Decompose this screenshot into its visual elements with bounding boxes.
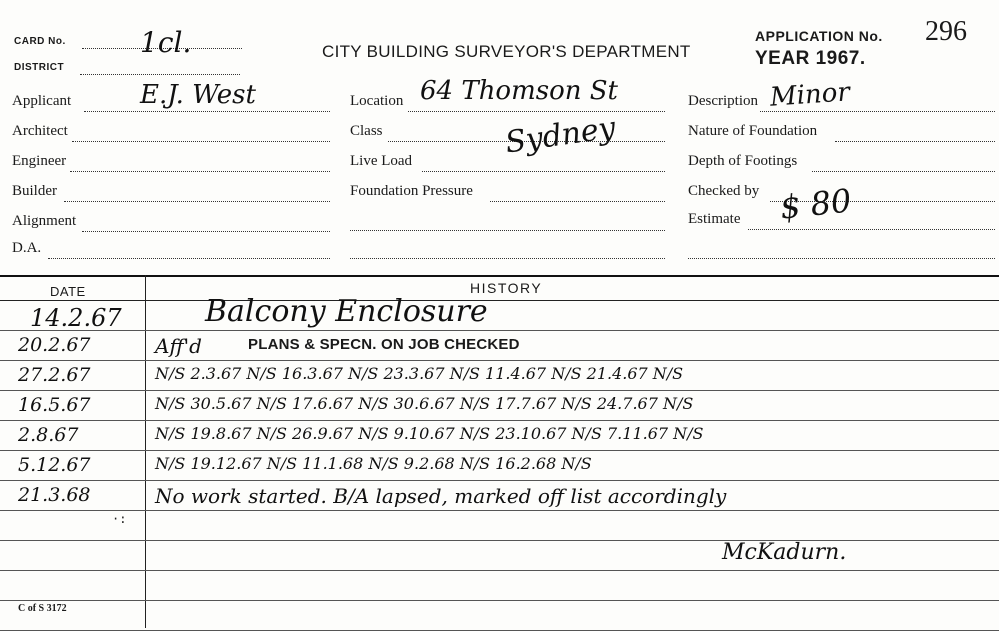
field-dotted-line xyxy=(70,171,330,172)
history-column-divider xyxy=(145,275,146,628)
field-label: Nature of Foundation xyxy=(688,123,818,139)
history-date: 21.3.68 xyxy=(18,484,91,506)
description-value: Minor xyxy=(769,77,851,113)
history-row-rule xyxy=(0,480,999,481)
history-entry: N/S 30.5.67 N/S 17.6.67 N/S 30.6.67 N/S 17.7.67 N/S 24.7.67 N/S xyxy=(155,394,694,413)
field-label: Architect xyxy=(12,123,68,139)
history-entry: N/S 2.3.67 N/S 16.3.67 N/S 23.3.67 N/S 11.4.67 N/S 21.4.67 N/S xyxy=(155,364,684,383)
history-row-rule xyxy=(0,450,999,451)
application-number: 296 xyxy=(925,16,967,47)
field-dotted-line xyxy=(760,111,995,112)
history-date: 5.12.67 xyxy=(18,454,91,476)
field-dotted-line xyxy=(350,258,665,259)
field-dotted-line xyxy=(688,258,995,259)
history-row-rule xyxy=(0,510,999,511)
field-label: Live Load xyxy=(350,153,413,169)
applicant-value: E.J. West xyxy=(140,80,256,110)
field-dotted-line xyxy=(82,231,330,232)
history-date: 16.5.67 xyxy=(18,394,91,416)
location-value: 64 Thomson St xyxy=(420,76,619,106)
field-dotted-line xyxy=(84,111,330,112)
history-entry: Aff'd xyxy=(155,334,202,358)
field-dotted-line xyxy=(350,230,665,231)
history-row-rule xyxy=(0,570,999,571)
history-date: 27.2.67 xyxy=(18,364,91,386)
field-dotted-line xyxy=(748,229,995,230)
field-label: Builder xyxy=(12,183,57,199)
field-label: Location xyxy=(350,93,404,109)
year-label: YEAR 1967. xyxy=(755,48,866,69)
district-label: DISTRICT xyxy=(14,62,65,73)
class-value: Sydney xyxy=(503,110,618,161)
field-label: Description xyxy=(688,93,758,109)
field-dotted-line xyxy=(408,111,665,112)
field-dotted-line xyxy=(64,201,330,202)
date-header: DATE xyxy=(50,284,86,299)
ink-mark: ·: xyxy=(112,512,127,526)
field-label: Alignment xyxy=(12,213,77,229)
signature: McKadurn. xyxy=(722,540,847,565)
history-row-rule xyxy=(0,390,999,391)
field-dotted-line xyxy=(490,201,665,202)
history-row-rule xyxy=(0,600,999,601)
field-dotted-line xyxy=(835,141,995,142)
field-label: Class xyxy=(350,123,383,139)
history-stamp: PLANS & SPECN. ON JOB CHECKED xyxy=(248,336,520,353)
history-row-rule xyxy=(0,360,999,361)
department-title: CITY BUILDING SURVEYOR'S DEPARTMENT xyxy=(322,42,691,61)
history-date: 14.2.67 xyxy=(30,304,122,332)
field-dotted-line xyxy=(422,171,665,172)
field-label: Depth of Footings xyxy=(688,153,798,169)
field-dotted-line xyxy=(72,141,330,142)
form-number: C of S 3172 xyxy=(18,603,67,614)
district-line xyxy=(80,74,240,75)
field-dotted-line xyxy=(48,258,330,259)
history-entry: No work started. B/A lapsed, marked off list accordingly xyxy=(155,484,727,508)
application-label: APPLICATION No. xyxy=(755,28,883,44)
field-label: Applicant xyxy=(12,93,72,109)
field-label: Estimate xyxy=(688,211,741,227)
history-row-rule xyxy=(0,420,999,421)
history-entry: N/S 19.12.67 N/S 11.1.68 N/S 9.2.68 N/S 16.2.68 N/S xyxy=(155,454,592,473)
field-dotted-line xyxy=(812,171,995,172)
history-header: HISTORY xyxy=(470,280,543,296)
field-label: D.A. xyxy=(12,240,42,256)
history-row-rule xyxy=(0,330,999,331)
card-no-label: CARD No. xyxy=(14,36,66,47)
history-row-rule xyxy=(0,540,999,541)
estimate-value: $ 80 xyxy=(778,181,854,227)
field-label: Engineer xyxy=(12,153,67,169)
card-no-value: 1cl. xyxy=(140,26,192,59)
history-header-rule xyxy=(0,300,999,301)
field-label: Checked by xyxy=(688,183,760,199)
history-top-border xyxy=(0,275,999,277)
history-date: 2.8.67 xyxy=(18,424,79,446)
history-entry: Balcony Enclosure xyxy=(205,294,488,329)
history-date: 20.2.67 xyxy=(18,334,91,356)
field-label: Foundation Pressure xyxy=(350,183,473,199)
history-entry: N/S 19.8.67 N/S 26.9.67 N/S 9.10.67 N/S 23.10.67 N/S 7.11.67 N/S xyxy=(155,424,704,443)
